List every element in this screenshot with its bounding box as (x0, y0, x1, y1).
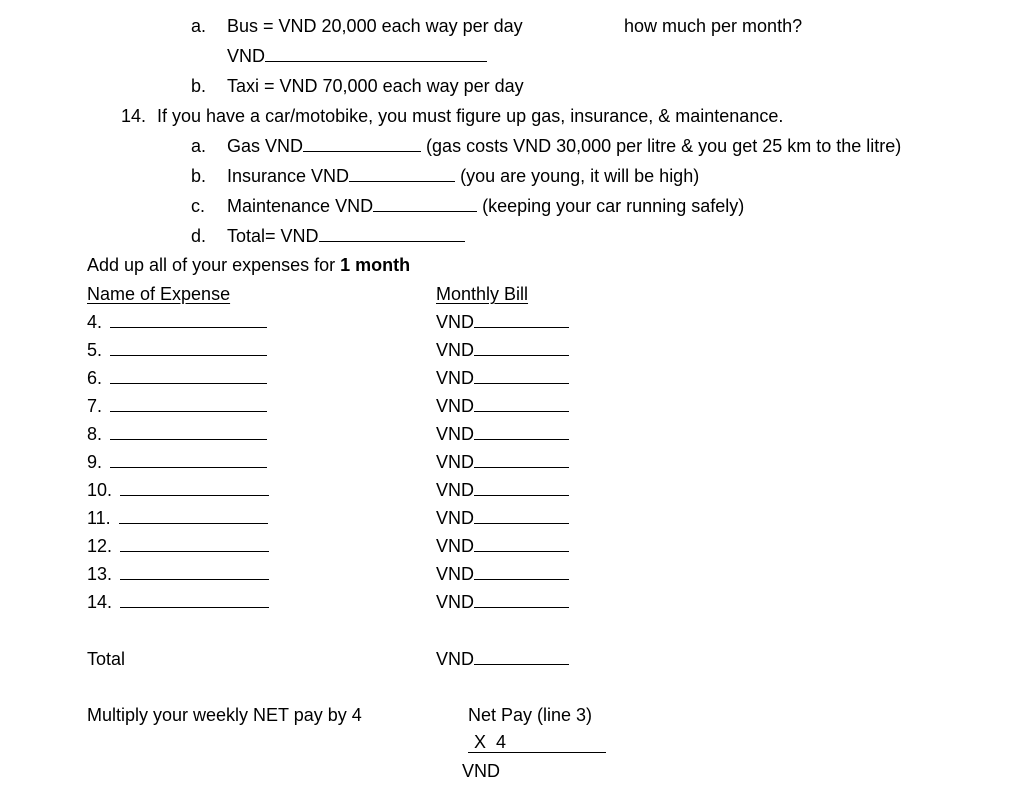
bus-answer-prefix: VND (227, 46, 266, 66)
expense-currency: VND (436, 368, 475, 388)
expense-row-number (87, 339, 267, 361)
q14-item-marker: a. (191, 136, 207, 156)
expense-currency: VND (436, 424, 475, 444)
expense-bill (436, 423, 569, 445)
expense-row-number (87, 535, 269, 557)
expense-bill (436, 339, 569, 361)
expense-number: 10. (87, 480, 113, 500)
expense-bill (436, 535, 569, 557)
expenses-intro-prefix: Add up all of your expenses for (87, 255, 341, 275)
multiplier-text: X 4 (474, 732, 507, 752)
expense-number: 8. (87, 424, 103, 444)
expense-currency: VND (436, 480, 475, 500)
insurance-line (227, 165, 699, 187)
expenses-intro-period: 1 month (340, 255, 411, 275)
net-pay-multiplier (468, 733, 606, 753)
expense-amount-blank[interactable] (474, 423, 569, 440)
maintenance-line (227, 195, 744, 217)
car-total-blank[interactable] (319, 225, 465, 242)
expense-currency: VND (436, 592, 475, 612)
expense-amount-blank[interactable] (474, 367, 569, 384)
expenses-intro (87, 254, 410, 276)
q14-item-marker: b. (191, 166, 207, 186)
total-amount (436, 648, 569, 670)
expense-amount-blank[interactable] (474, 507, 569, 524)
total-blank[interactable] (474, 648, 569, 665)
gas-line (227, 135, 901, 157)
expense-amount-blank[interactable] (474, 395, 569, 412)
expense-number: 9. (87, 452, 103, 472)
maintenance-label: Maintenance VND (227, 196, 374, 216)
expense-bill (436, 395, 569, 417)
expense-currency: VND (436, 396, 475, 416)
expense-number: 13. (87, 564, 113, 584)
q14-number: 14. (121, 106, 147, 126)
expense-number: 12. (87, 536, 113, 556)
taxi-fare-text: Taxi = VND 70,000 each way per day (227, 76, 524, 96)
net-pay-label: Net Pay (line 3) (468, 705, 593, 725)
expense-amount-blank[interactable] (474, 339, 569, 356)
q14-item-marker: c. (191, 196, 206, 216)
gas-note: (gas costs VND 30,000 per litre & you get 25 km to the litre) (426, 136, 902, 156)
expense-row-number (87, 451, 267, 473)
expense-number: 6. (87, 368, 103, 388)
expense-bill (436, 591, 569, 613)
expense-bill (436, 563, 569, 585)
total-label: Total (87, 649, 126, 669)
expense-currency: VND (436, 564, 475, 584)
maintenance-blank[interactable] (373, 195, 477, 212)
expense-name-blank[interactable] (110, 451, 267, 468)
car-total-label: Total= VND (227, 226, 319, 246)
expense-row-number (87, 507, 268, 529)
net-pay-result-currency: VND (462, 761, 501, 781)
expense-amount-blank[interactable] (474, 451, 569, 468)
expense-bill (436, 367, 569, 389)
expense-currency: VND (436, 340, 475, 360)
expense-amount-blank[interactable] (474, 311, 569, 328)
monthly-question: how much per month? (624, 16, 803, 36)
expense-bill (436, 311, 569, 333)
expense-bill (436, 507, 569, 529)
expense-amount-blank[interactable] (474, 591, 569, 608)
expense-name-blank[interactable] (120, 563, 269, 580)
expense-row-number (87, 423, 267, 445)
expense-amount-blank[interactable] (474, 563, 569, 580)
expense-row-number (87, 479, 269, 501)
expense-name-blank[interactable] (110, 311, 267, 328)
taxi-marker: b. (191, 76, 207, 96)
expense-name-blank[interactable] (120, 535, 269, 552)
insurance-note: (you are young, it will be high) (460, 166, 700, 186)
expense-currency: VND (436, 536, 475, 556)
bus-answer-blank[interactable] (265, 45, 487, 62)
expense-number: 11. (87, 508, 111, 528)
gas-blank[interactable] (303, 135, 421, 152)
expense-currency: VND (436, 452, 475, 472)
expense-number: 4. (87, 312, 103, 332)
expense-name-blank[interactable] (120, 479, 269, 496)
expense-bill (436, 479, 569, 501)
expense-name-blank[interactable] (110, 367, 267, 384)
expense-row-number (87, 563, 269, 585)
q14-text: If you have a car/motobike, you must figure up gas, insurance, & maintenance. (157, 106, 784, 126)
expense-name-blank[interactable] (110, 339, 267, 356)
expense-bill (436, 451, 569, 473)
col-header-bill: Monthly Bill (436, 284, 529, 304)
expense-row-number (87, 395, 267, 417)
expense-row-number (87, 591, 269, 613)
expense-number: 5. (87, 340, 103, 360)
total-currency: VND (436, 649, 475, 669)
expense-name-blank[interactable] (110, 395, 267, 412)
insurance-blank[interactable] (349, 165, 455, 182)
car-total-line (227, 225, 465, 247)
net-pay-instruction: Multiply your weekly NET pay by 4 (87, 705, 362, 725)
bus-monthly-answer (227, 45, 487, 67)
expense-name-blank[interactable] (119, 507, 268, 524)
expense-amount-blank[interactable] (474, 535, 569, 552)
expense-number: 14. (87, 592, 113, 612)
expense-currency: VND (436, 508, 475, 528)
expense-name-blank[interactable] (120, 591, 269, 608)
expense-row-number (87, 311, 267, 333)
expense-number: 7. (87, 396, 103, 416)
col-header-name: Name of Expense (87, 284, 231, 304)
gas-label: Gas VND (227, 136, 304, 156)
bus-marker: a. (191, 16, 207, 36)
expense-row-number (87, 367, 267, 389)
insurance-label: Insurance VND (227, 166, 350, 186)
bus-fare-text: Bus = VND 20,000 each way per day (227, 16, 523, 36)
maintenance-note: (keeping your car running safely) (482, 196, 745, 216)
expense-currency: VND (436, 312, 475, 332)
expense-name-blank[interactable] (110, 423, 267, 440)
expense-amount-blank[interactable] (474, 479, 569, 496)
q14-item-marker: d. (191, 226, 207, 246)
